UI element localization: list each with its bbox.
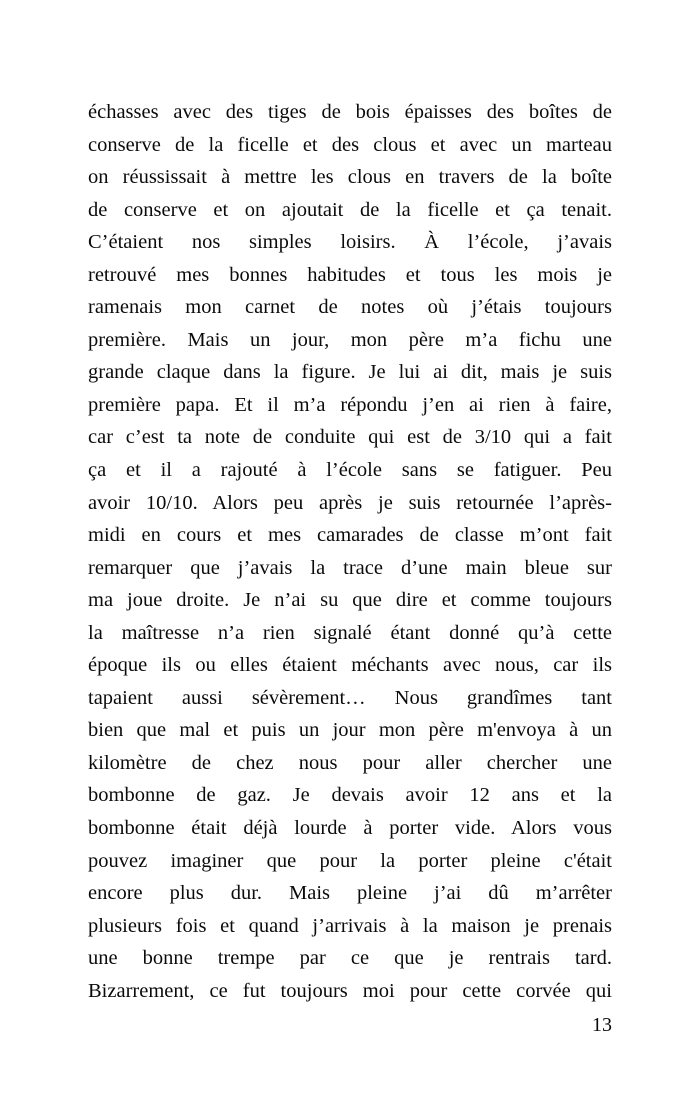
text-line: midi en cours et mes camarades de classe m’ont fait (88, 524, 612, 547)
text-line: C’étaient nos simples loisirs. À l’école, j’avais (88, 231, 612, 254)
text-line: bombonne était déjà lourde à porter vide. Alors vous (88, 817, 612, 840)
text-line: avoir 10/10. Alors peu après je suis retournée l’après- (88, 491, 612, 514)
page-number: 13 (592, 1014, 612, 1036)
text-line: ma joue droite. Je n’ai su que dire et comme toujours (88, 589, 612, 612)
text-line: pouvez imaginer que pour la porter pleine c'était (88, 849, 612, 872)
text-line: ramenais mon carnet de notes où j’étais toujours (88, 296, 612, 319)
text-line: bien que mal et puis un jour mon père m'envoya à un (88, 719, 612, 742)
text-line: on réussissait à mettre les clous en travers de la boîte (88, 166, 612, 189)
text-line: car c’est ta note de conduite qui est de 3/10 qui a fait (88, 426, 612, 449)
text-line: une bonne trempe par ce que je rentrais tard. (88, 947, 612, 970)
page-text (88, 96, 612, 1007)
text-line: encore plus dur. Mais pleine j’ai dû m’arrêter (88, 882, 612, 905)
text-line: grande claque dans la figure. Je lui ai dit, mais je suis (88, 361, 612, 384)
text-line: conserve de la ficelle et des clous et avec un marteau (88, 133, 612, 156)
text-line: tapaient aussi sévèrement… Nous grandîmes tant (88, 686, 612, 709)
text-line: Bizarrement, ce fut toujours moi pour cette corvée qui (88, 979, 612, 1002)
text-line: bombonne de gaz. Je devais avoir 12 ans et la (88, 784, 612, 807)
text-line: la maîtresse n’a rien signalé étant donné qu’à cette (88, 621, 612, 644)
text-line: kilomètre de chez nous pour aller chercher une (88, 751, 612, 774)
text-line: plusieurs fois et quand j’arrivais à la maison je prenais (88, 914, 612, 937)
text-line: de conserve et on ajoutait de la ficelle et ça tenait. (88, 198, 612, 221)
text-line: remarquer que j’avais la trace d’une main bleue sur (88, 556, 612, 579)
text-line: première papa. Et il m’a répondu j’en ai rien à faire, (88, 393, 612, 416)
text-line: époque ils ou elles étaient méchants avec nous, car ils (88, 654, 612, 677)
text-line: ça et il a rajouté à l’école sans se fatiguer. Peu (88, 459, 612, 482)
text-line: première. Mais un jour, mon père m’a fichu une (88, 328, 612, 351)
text-line: retrouvé mes bonnes habitudes et tous les mois je (88, 263, 612, 286)
text-line: échasses avec des tiges de bois épaisses des boîtes de (88, 101, 612, 123)
